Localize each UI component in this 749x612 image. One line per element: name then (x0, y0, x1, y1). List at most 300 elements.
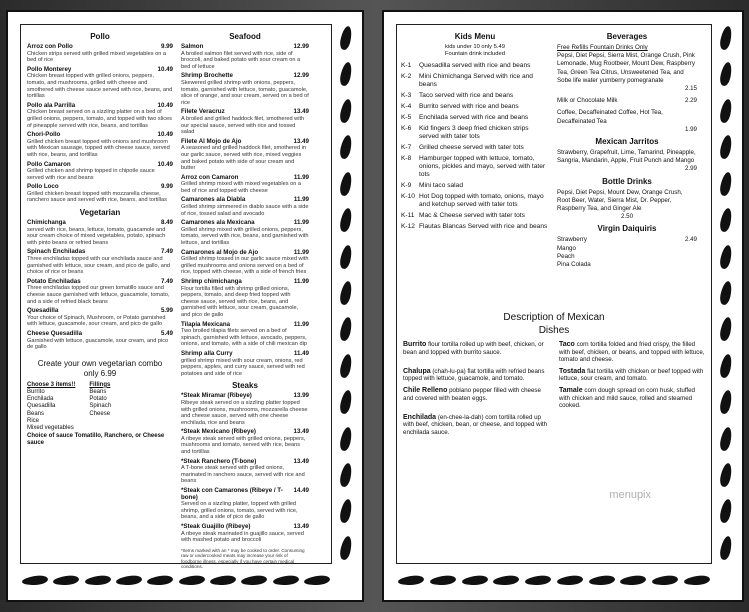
mexican-dish-name: Burrito (403, 341, 427, 348)
mexican-dish-description: poblano pepper filled with cheese and covered with beaten eggs. (403, 386, 541, 402)
menu-item-name: Camarones al Mojo de Ajo (181, 248, 259, 256)
section-title-seafood: Seafood (229, 32, 261, 41)
mexican-dish-description: (chah-lu-pa) flat tortilla with refried beans topped with lettuce, guacamole, and tomato. (403, 367, 545, 383)
menu-item-description: Grilled shrimp mixed with grilled onions, peppers, tomato, served with rice, beans, and garnished with lettuce, and tortillas (181, 226, 309, 247)
pepper-icon (719, 535, 734, 561)
pepper-icon (719, 353, 734, 379)
kids-fountain-note: Fountain drink included (445, 51, 505, 57)
daiquiri-price: 2.49 (684, 236, 697, 244)
pepper-icon (339, 462, 354, 488)
section-title-steaks: Steaks (232, 381, 258, 391)
coffee-item: Coffee, Decaffeinated Coffee, Hot Tea, Decaffeinated Tea (557, 109, 663, 125)
menu-item-header (181, 322, 309, 329)
menu-item-header (181, 279, 309, 286)
kids-item (401, 114, 549, 122)
mexican-dish-description: flat tortilla with chicken or beef topped with lettuce, sour cream, and tomato. (559, 367, 704, 383)
steaks-list (181, 393, 309, 543)
menu-item-header (27, 103, 173, 110)
menu-item-header (27, 249, 173, 256)
menu-item-price: 13.49 (293, 523, 309, 530)
combo-choose-column (27, 382, 75, 432)
menu-item-name: Shrimp Brochette (181, 72, 233, 80)
pepper-icon (339, 207, 354, 233)
kids-item-text: Hamburger topped with lettuce, tomato, onions, pickles and mayo, served with tater tots (419, 155, 546, 178)
menu-item-header (181, 197, 309, 204)
menu-item-price: 13.49 (293, 457, 309, 465)
pepper-icon (719, 426, 734, 452)
menu-item-name: Shrimp chimichanga (181, 278, 242, 285)
menu-item-name: *Steak Ranchero (T-bone) (181, 457, 257, 465)
mexican-dish (403, 341, 549, 364)
menu-item (181, 197, 309, 217)
menu-item-header (181, 73, 309, 80)
menu-item-header (181, 175, 309, 182)
menu-item-header (181, 220, 309, 227)
menu-item-name: *Steak Guajillo (Ribeye) (181, 523, 251, 530)
menu-item (181, 524, 309, 544)
pepper-icon (147, 574, 174, 586)
menu-item-price: 11.99 (293, 196, 309, 204)
left-page-content (20, 24, 332, 569)
menu-item-description: Three enchiladas topped our green tomatillo sauce and cheese sauce garnished with lettuce, guacamole, tomato, and a side of refried black beans (27, 285, 170, 305)
right-page-content (396, 24, 712, 564)
menu-item (181, 109, 309, 135)
kids-item-text: Kid fingers 3 deep fried chicken strips served with tater tots (419, 125, 529, 140)
coffee-price: 1.99 (684, 125, 697, 133)
menu-item-description: Grilled shrimp simmered in diablo sauce with a side of rice, tossed salad and avocado (181, 204, 309, 217)
pepper-icon (339, 389, 354, 415)
menu-item (27, 220, 173, 246)
menu-item-header (181, 524, 309, 531)
menu-item-name: Arroz con Pollo (27, 43, 73, 50)
pepper-icon (339, 426, 354, 452)
daiquiri-flavor: Mango (557, 244, 576, 252)
menu-item-description: Grilled chicken breast topped with onions and mushroom with Mexican sausage, topped with cheese sauce, served with rice, beans, and tortillas (27, 138, 170, 158)
menu-item-name: Pollo ala Parrilla (27, 101, 76, 109)
kids-item-code: K-9 (401, 182, 412, 189)
mexican-dish-name: Chalupa (403, 367, 431, 375)
kids-item-text: Mini Chimichanga Served with rice and beans (419, 73, 533, 88)
menu-item-name: Salmon (181, 43, 204, 50)
pepper-border-vertical (336, 26, 356, 560)
combo-choice: Quesadilla (27, 403, 56, 410)
menu-item (181, 459, 309, 485)
menu-item-header (181, 393, 309, 400)
combo-choice: Rice (27, 417, 40, 424)
combo-choose-header: Choose 3 items!! (27, 381, 76, 388)
menu-item-name: Filete Veracruz (181, 108, 225, 116)
pepper-icon (339, 353, 354, 379)
menu-item-header (181, 488, 309, 501)
combo-filling: Potato (89, 396, 107, 403)
pollo-list (27, 44, 173, 204)
menu-item-price: 9.99 (160, 43, 173, 50)
menu-item-description: Your choice of Spinach, Mushroom, or Potato garnished with lettuce, guacamole, sour cream, and pico de gallo (27, 314, 166, 328)
pepper-icon (719, 389, 734, 415)
combo-title: Create your own vegetarian combo (37, 358, 163, 368)
combo-choice: Beans (27, 410, 45, 417)
menu-item-name: Arroz con Camaron (181, 173, 239, 181)
kids-item (401, 193, 549, 209)
mexican-dishes-title: Description of Mexican (503, 312, 605, 323)
pepper-border-horizontal (398, 568, 710, 592)
kids-item (401, 103, 549, 111)
pepper-icon (84, 574, 111, 586)
pepper-icon (719, 499, 734, 525)
menu-item-price: 13.49 (293, 108, 309, 116)
pepper-icon (683, 574, 710, 586)
kids-item-text: Mini taco salad (419, 182, 463, 189)
menu-item-price: 5.99 (160, 307, 173, 315)
pepper-icon (620, 574, 647, 586)
pepper-icon (272, 574, 299, 586)
section-title-vegetarian: Vegetarian (79, 208, 121, 218)
kids-item-code: K-11 (401, 212, 415, 219)
kids-column (401, 29, 549, 234)
menu-item (181, 220, 309, 246)
menu-item-price: 10.49 (157, 131, 173, 139)
menu-item-header (181, 351, 309, 358)
mexican-dish-name: Taco (559, 341, 575, 348)
menu-item-name: Shrimp alla Curry (181, 349, 233, 357)
menu-item (181, 322, 309, 348)
free-refills-note: Free Refills Fountain Drinks Only (557, 44, 648, 51)
pepper-icon (339, 62, 354, 88)
menu-item-name: *Steak con Camarones (Ribeye / T-bone) (181, 487, 283, 501)
pepper-icon (719, 244, 734, 270)
kids-item-code: K-3 (401, 92, 412, 99)
menu-page-right (382, 10, 744, 602)
pepper-icon (719, 25, 734, 51)
menu-item-header (181, 109, 309, 116)
milk-item: Milk or Chocolate Milk (557, 97, 618, 105)
mexican-dish-name: Tostada (559, 367, 586, 375)
menu-item-price: 7.49 (160, 277, 173, 285)
pepper-icon (398, 574, 425, 586)
menu-item (27, 162, 173, 182)
menu-item-price: 10.49 (157, 160, 173, 168)
daiquiri-flavor: Pina Colada (557, 261, 591, 269)
combo-price: only 6.99 (83, 368, 117, 378)
combo-choice: Mixed vegetables (27, 424, 74, 431)
raw-food-disclaimer: *Items marked with an * may be cooked to order. Consuming raw or undercooked meats may increase your risk of foodborne illness, especially if you have certain medical conditions. (181, 547, 305, 569)
menu-item-name: *Steak Mexicano (Ribeye) (181, 428, 256, 436)
pepper-icon (493, 574, 520, 586)
kids-item (401, 212, 549, 220)
menu-item (181, 175, 309, 195)
pepper-icon (652, 574, 679, 586)
menu-item-description: A broiled salmon filet served with rice, side of broccoli, and baked potato with sour cream on a bed of lettuce (181, 50, 301, 70)
menu-item-description: Two broiled tilapia filets served on a bed of spinach, garnished with lettuce, avocado, peppers, onions, and tomato, with a side of chili mexican dip (181, 328, 307, 348)
menu-item (181, 73, 309, 106)
pepper-icon (339, 280, 354, 306)
kids-item-text: Taco served with rice and beans (419, 92, 514, 99)
menu-item (181, 429, 309, 455)
pepper-icon (339, 499, 354, 525)
menu-item-price: 14.49 (293, 487, 309, 495)
menu-item-description: Chicken breast served on a sizzling platter on a bed of grilled onions, peppers, tomato, and topped with two slices of pineapple served with rice, beans, and tortillas (27, 109, 172, 129)
pepper-icon (719, 171, 734, 197)
mexican-dishes-title-2: Dishes (538, 325, 570, 336)
combo-choice: Enchilada (27, 396, 54, 403)
bottle-drinks-list: Pepsi, Diet Pepsi, Mount Dew, Orange Crush, Root Beer, Water, Sierra Mist, Dr. Pepper, Raspberry Tea, and Ginger Ale (557, 188, 683, 213)
menu-item-name: Chori-Pollo (27, 131, 61, 139)
kids-item-text: Flautas Blancas Served with rice and beans (419, 223, 548, 230)
menu-item-price: 7.49 (160, 248, 173, 256)
menu-item-description: A ribeye steak marinated in guajillo sauce, served with mashed potato and broccoli (181, 530, 304, 544)
combo-filling: Cheese (89, 410, 111, 417)
pepper-icon (339, 171, 354, 197)
menu-item (27, 44, 173, 64)
menu-item-price: 12.99 (293, 43, 309, 50)
menu-item-name: Cheese Quesadilla (27, 329, 83, 337)
menu-item-price: 11.49 (293, 349, 309, 357)
menu-item-description: Three enchiladas topped with our enchilada sauce and garnished with lettuce, sour cream, and pico de gallo, and choice of rice or beans (27, 256, 171, 276)
mexican-dishes-grid (403, 341, 705, 437)
menu-item-header (181, 429, 309, 436)
menu-item-price: 5.49 (160, 329, 173, 337)
mexican-dish-name: Enchilada (403, 413, 437, 421)
menu-item-header (27, 44, 173, 51)
pepper-icon (525, 574, 552, 586)
menu-item (27, 103, 173, 129)
menu-page-left (6, 10, 364, 602)
pepper-border-vertical (716, 26, 736, 560)
mexican-dish (559, 368, 705, 383)
menu-item (181, 393, 309, 426)
kids-item-text: Enchilada served with rice and beans (419, 114, 529, 121)
menu-item (181, 351, 309, 377)
menu-item (181, 250, 309, 276)
menu-item-name: Quesadilla (27, 307, 59, 315)
kids-item-code: K-10 (401, 193, 415, 200)
mexican-dish (403, 368, 549, 383)
pepper-icon (339, 535, 354, 561)
pepper-icon (339, 244, 354, 270)
section-title-beverages: Beverages (606, 32, 648, 41)
menu-item (181, 488, 309, 521)
pepper-icon (461, 574, 488, 586)
menu-item-name: Tilapia Mexicana (181, 320, 231, 328)
menu-item-description: Grilled shrimp tossed in our garlic sauce mixed with grilled mushrooms and onions served on a bed of rice, topped with cheese, with a side of french fries (181, 256, 309, 276)
menu-item (27, 308, 173, 328)
jarritos-flavors: Strawberry, Grapefruit, Lime, Tamarind, Pineapple, Sangria, Mandarin, Apple, Fruit Punch and Mango (557, 149, 696, 165)
kids-list (401, 62, 549, 231)
daiquiri-flavor: Strawberry (557, 236, 587, 244)
pepper-icon (556, 574, 583, 586)
kids-item-code: K-12 (401, 223, 415, 230)
pepper-icon (719, 207, 734, 233)
pepper-icon (719, 134, 734, 160)
kids-item (401, 144, 549, 152)
mexican-dish (403, 414, 549, 437)
menu-item (27, 184, 173, 204)
kids-item-code: K-2 (401, 73, 412, 80)
pepper-icon (719, 62, 734, 88)
menu-item-price: 11.99 (293, 320, 309, 328)
menu-item-description: Chicken breast topped with grilled onions, peppers, tomato, and mushrooms, grilled with cheese and smothered with cheese sauce served with rice, beans, and tortillas (27, 73, 173, 100)
mexican-dish (559, 387, 705, 410)
pepper-icon (719, 317, 734, 343)
mexican-dish-name: Tamale (559, 386, 583, 394)
pepper-icon (429, 574, 456, 586)
mexican-dish (403, 387, 549, 410)
kids-item (401, 223, 549, 231)
pepper-icon (22, 574, 49, 586)
pepper-icon (588, 574, 615, 586)
mexican-dish-description: flour tortilla rolled up with beef, chicken, or bean and topped with burrito sauce. (403, 341, 544, 356)
mexican-dish (559, 341, 705, 364)
daiquiri-list (557, 236, 591, 269)
menu-item-header (181, 139, 309, 146)
menu-item-price: 13.49 (293, 137, 309, 145)
mexican-dish-description: corn tortilla folded and fried crispy, the filled with beef, chicken, or beans, and topped with lettuce, tomato and cheese. (559, 341, 705, 364)
pepper-icon (53, 574, 80, 586)
menu-item-header (181, 459, 309, 466)
kids-item-code: K-5 (401, 114, 412, 121)
kids-item-text: Grilled cheese served with tater tots (419, 144, 524, 151)
menu-item-description: A broiled and grilled haddock filet, smothered with our special sauce, served with rice and tossed salad (181, 115, 305, 136)
kids-item (401, 73, 549, 89)
menu-item-price: 11.99 (293, 248, 309, 256)
menu-item-name: Camarones ala Diabla (181, 196, 246, 204)
kids-subtitle: kids under 10 only 5.49 (445, 44, 505, 50)
kids-item (401, 92, 549, 100)
menu-item-description: Grilled shrimp mixed with mixed vegetables on a bed of rice and topped with cheese (181, 181, 302, 194)
menu-item-description: Flour tortilla filled with shrimp grilled onions, peppers, tomato, and deep fried topped with cheese sauce, served with rice, beans, and garnished with lettuce, sour cream, guacamole, and pico de gallo (181, 285, 299, 318)
menu-item-name: Chimichanga (27, 219, 66, 227)
drinks-column (557, 29, 697, 269)
menu-item-name: Camarones ala Mexicana (181, 219, 255, 227)
menu-item-header (27, 184, 173, 191)
menu-item-description: Grilled chicken and shrimp topped in chipotle sauce served with rice and beans (27, 168, 155, 181)
menu-item-description: served with rice, beans, lettuce, tomato, guacamole and sour cream choice of mixed vegetables, potato, spinach with pinto beans or refried beans (27, 226, 166, 246)
menu-item-header (27, 279, 173, 286)
menu-item-name: Filete Al Mojo de Ajo (181, 137, 242, 145)
menu-item-header (181, 250, 309, 257)
mexican-dish-name: Chile Relleno (403, 386, 448, 394)
menu-item (181, 44, 309, 70)
menu-item-header (27, 67, 173, 74)
kids-item-code: K-4 (401, 103, 412, 110)
menu-item-price: 10.49 (157, 101, 173, 109)
menu-item-price: 11.99 (293, 173, 309, 181)
menu-item-description: Grilled chicken breast topped with mozzarella cheese, ranchero sauce and served with rice, beans, and tortillas (27, 190, 167, 204)
combo-filling: Beans (89, 388, 107, 395)
menu-item-price: 10.49 (157, 65, 173, 73)
menu-item-description: Ribeye steak served on a sizzling platter topped with grilled onions, mushrooms, mozzarella cheese and cheese sauce, served with one cheese enchilada, rice and beans (181, 399, 308, 426)
pepper-icon (339, 25, 354, 51)
pepper-icon (719, 462, 734, 488)
menu-item-description: Chicken strips served with grilled mixed vegetables on a bed of rice (27, 50, 166, 64)
menu-item-header (27, 132, 173, 139)
menu-item-description: Garnished with lettuce, guacamole, sour cream, and pico de gallo (27, 337, 169, 351)
watermark: menupix (609, 489, 651, 501)
menu-item-header (27, 162, 173, 169)
menu-item-name: Pollo Camaron (27, 160, 71, 168)
kids-item-code: K-6 (401, 125, 412, 132)
combo-table (27, 382, 173, 432)
menu-item-description: A seasoned and grilled haddock filet, smothered in our garlic sauce, served with rice, mixed veggies and baked potato with side of sour cream and butter (181, 145, 307, 172)
menu-item-name: Potato Enchiladas (27, 277, 81, 285)
menu-item-description: grilled shrimp mixed with sour cream, onions, red peppers, apples, and curry sauce, served with red potatoes and side of rice (181, 357, 305, 377)
kids-item (401, 62, 549, 70)
menu-item-header (27, 308, 173, 315)
menu-item-description: A T-bone steak served with grilled onions, marinated in ranchero sauce, served with rice and beans (181, 465, 305, 485)
combo-fillings-column (89, 382, 111, 432)
menu-item (27, 331, 173, 351)
section-title-jarritos: Mexican Jarritos (595, 137, 659, 147)
kids-item-text: Mac & Cheese served with tater tots (419, 212, 525, 219)
menu-item-name: Pollo Monterey (27, 65, 72, 73)
kids-item-code: K-8 (401, 155, 412, 162)
pepper-icon (116, 574, 143, 586)
combo-filling: Spinach (89, 403, 112, 410)
pepper-icon (719, 280, 734, 306)
menu-item-price: 13.49 (293, 428, 309, 436)
kids-item (401, 182, 549, 190)
kids-item-text: Quesadilla served with rice and beans (419, 62, 531, 69)
kids-item-code: K-7 (401, 144, 412, 151)
menu-item-price: 8.49 (160, 219, 173, 227)
menu-item-header (27, 331, 173, 338)
pepper-icon (339, 317, 354, 343)
fountain-drinks-price: 2.15 (684, 85, 697, 93)
menu-item-name: Pollo Loco (27, 183, 59, 191)
pepper-icon (304, 574, 331, 586)
menu-item-name: *Steak Miramar (Ribeye) (181, 392, 252, 400)
section-title-daiquiris: Virgin Daiquiris (597, 224, 657, 234)
pepper-icon (339, 134, 354, 160)
kids-item-text: Hot Dog topped with tomato, onions, mayo and ketchup served with tater tots (419, 193, 544, 208)
menu-item-price: 11.99 (293, 278, 309, 285)
daiquiri-flavor: Peach (557, 252, 575, 260)
menu-item-description: A ribeye steak served with grilled onions, peppers, mushrooms and tomato, served with rice, beans and tortillas (181, 435, 306, 456)
combo-fillings-header: Fillings (89, 381, 111, 388)
menu-item-price: 9.99 (160, 183, 173, 191)
pepper-icon (339, 98, 354, 124)
pepper-icon (178, 574, 205, 586)
mexican-dish-description: (en-chee-la-dah) corn tortilla rolled up with beef, chicken, bean, or cheese, and topped with enchilada sauce. (403, 413, 548, 436)
milk-price: 2.29 (684, 97, 697, 105)
kids-item-code: K-1 (401, 62, 412, 69)
menu-item-description: Served on a sizzling platter, topped with grilled shrimp, grilled onions, tomato, served with rice, beans, and a side of pico de gallo (181, 501, 298, 521)
menu-item-header (181, 44, 309, 51)
mexican-dish-description: corn dough spread on corn husk, stuffed with chicken and mild sauce, rolled and steamed cooked. (559, 386, 695, 410)
pepper-icon (210, 574, 237, 586)
section-title-bottle: Bottle Drinks (602, 176, 652, 186)
kids-item (401, 125, 549, 141)
combo-sauce-note: Choice of sauce Tomatillo, Ranchero, or Cheese sauce (27, 433, 165, 447)
menu-item-price: 13.99 (293, 392, 309, 400)
menu-item-price: 12.99 (293, 72, 309, 80)
menu-item (27, 249, 173, 275)
menu-item (27, 279, 173, 305)
kids-item (401, 155, 549, 179)
vegetarian-list (27, 220, 173, 351)
pepper-border-horizontal (22, 568, 330, 592)
pepper-icon (719, 98, 734, 124)
menu-item-header (27, 220, 173, 227)
menu-item (27, 132, 173, 158)
seafood-list (181, 44, 309, 377)
left-column (27, 29, 173, 448)
menu-item (181, 139, 309, 172)
pepper-icon (241, 574, 268, 586)
section-title-pollo: Pollo (90, 32, 110, 41)
section-title-kids: Kids Menu (454, 32, 496, 41)
combo-choice: Burrito (27, 388, 45, 395)
